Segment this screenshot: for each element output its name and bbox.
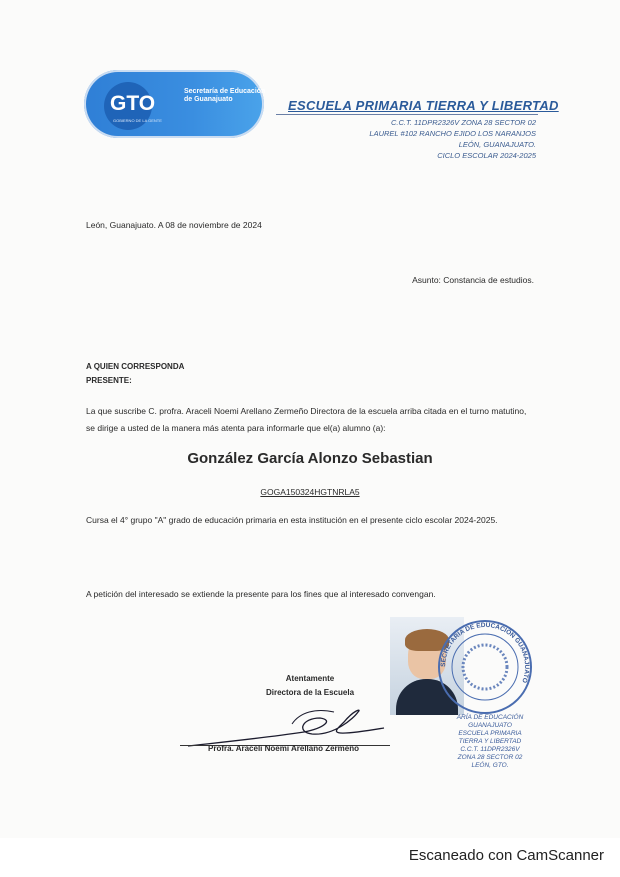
signature-closing: Atentamente [285, 674, 335, 683]
date-line: León, Guanajuato. A 08 de noviembre de 2024 [86, 220, 262, 230]
body-paragraph-closing: A petición del interesado se extiende la presente para los fines que al interesado convengan. [86, 589, 436, 599]
gto-logo-brand: GTO [110, 92, 156, 115]
school-name: ESCUELA PRIMARIA TIERRA Y LIBERTAD [288, 98, 559, 113]
subject-line: Asunto: Constancia de estudios. [412, 275, 534, 285]
stamp-line: LEÓN, GTO. [471, 762, 509, 769]
stamp-line: GUANAJUATO [468, 722, 512, 729]
school-details [330, 117, 536, 161]
student-name: González García Alonzo Sebastian [187, 450, 433, 467]
stamp-text [442, 714, 538, 770]
addressee-line: A QUIEN CORRESPONDA [86, 362, 185, 371]
addressee [86, 360, 184, 388]
stamp-line: ESCUELA PRIMARIA [458, 730, 522, 737]
stamp-line: ZONA 28 SECTOR 02 [457, 754, 523, 761]
school-stamp [430, 612, 540, 724]
addressee-line: PRESENTE: [86, 376, 132, 385]
school-detail-line: LAUREL #102 RANCHO EJIDO LOS NARANJOS [369, 129, 536, 138]
body-paragraph-intro: La que suscribe C. profra. Araceli Noemi Arellano Zermeño Directora de la escuela arriba citada en el turno matutino, se dirige a usted de la manera más atenta para informarle que el(a) alumno (a): [86, 406, 527, 433]
school-detail-line: C.C.T. 11DPR2326V ZONA 28 SECTOR 02 [390, 118, 536, 127]
camscanner-watermark: Escaneado con CamScanner [408, 847, 604, 864]
stamp-line: ARÍA DE EDUCACIÓN [456, 714, 524, 721]
student-curp: GOGA150324HGTNRLA5 [260, 487, 360, 497]
gto-logo-text: Secretaría de Educación de Guanajuato [184, 88, 266, 103]
stamp-ring-text: SECRETARÍA DE EDUCACIÓN GUANAJUATO [439, 621, 531, 684]
stamp-line: TIERRA Y LIBERTAD [458, 738, 522, 745]
signature-role: Directora de la Escuela [265, 688, 355, 697]
stamp-line: C.C.T. 11DPR2326V [460, 746, 520, 753]
svg-text:SECRETARÍA DE EDUCACIÓN GUANAJ [440, 622, 530, 684]
school-detail-line: LEÓN, GUANAJUATO. [458, 140, 536, 149]
header-divider [276, 114, 538, 115]
gto-logo-brand-sub: GOBIERNO DE LA GENTE [113, 118, 162, 123]
signature-heading [240, 672, 380, 700]
body-paragraph-grade: Cursa el 4° grupo "A" grado de educación primaria en esta institución en el presente ciclo escolar 2024-2025. [86, 515, 498, 525]
school-detail-line: CICLO ESCOLAR 2024-2025 [437, 151, 536, 160]
signature-name: Profra. Araceli Noemi Arellano Zermeño [208, 744, 360, 753]
